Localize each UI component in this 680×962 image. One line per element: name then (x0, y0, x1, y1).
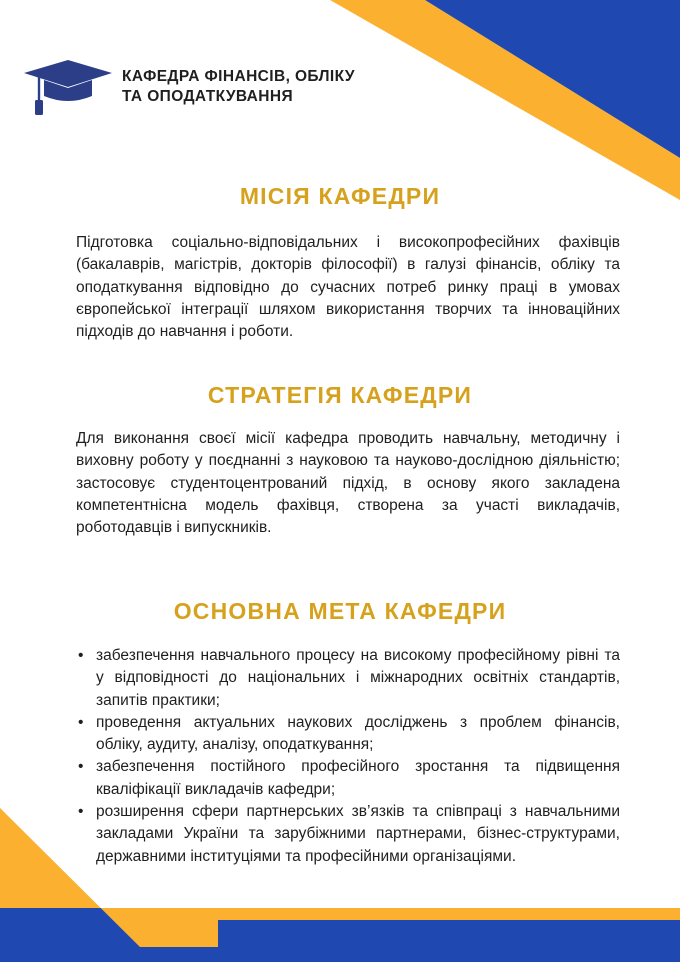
bullet-icon: • (78, 647, 84, 664)
goal-list (76, 645, 620, 868)
goal-list-item (76, 801, 620, 868)
mission-title: МІСІЯ КАФЕДРИ (239, 183, 441, 209)
department-name-line2: ТА ОПОДАТКУВАННЯ (122, 88, 294, 105)
goal-list-item (76, 645, 620, 712)
goal-list-item (76, 756, 620, 801)
department-header (22, 56, 422, 118)
mission-text: Підготовка соціально-відповідальних і високопрофесійних фахівців (бакалаврів, магістрів, докторів філософії) в галузі фінансів, обліку та оподаткування відповідно до сучасних потреб ринку праці в умовах європейської інтеграції шляхом використання творчих та інноваційних підходів до навчання і роботи. (76, 234, 620, 341)
bullet-icon: • (78, 713, 84, 731)
graduation-cap-icon (22, 56, 114, 118)
department-name-line1: КАФЕДРА ФІНАНСІВ, ОБЛІКУ (122, 68, 355, 85)
goal-item-text: забезпечення постійного професійного зростання та підвищення кваліфікації викладачів кафедри; (96, 758, 620, 798)
goal-item-text: забезпечення навчального процесу на високому професійному рівні та у відповідності до національних і міжнародних освітніх стандартів, запитів практики; (96, 647, 620, 709)
goal-title: ОСНОВНА МЕТА КАФЕДРИ (173, 598, 507, 624)
bullet-icon: • (78, 803, 84, 821)
bullet-icon: • (78, 758, 84, 776)
goal-item-text: проведення актуальних наукових досліджень з проблем фінансів, обліку, аудиту, аналізу, оподаткування; (96, 713, 620, 754)
department-name (122, 67, 422, 107)
strategy-title: СТРАТЕГІЯ КАФЕДРИ (207, 382, 473, 408)
strategy-text: Для виконання своєї місії кафедра проводить навчальну, методичну і виховну роботу у поєднанні з науковою та науково-дослідною діяльністю; застосовує студентоцентрований підхід, в основу якого закладена компетентнісна модель фахівця, створена за участі викладачів, роботодавців і випускників. (76, 430, 620, 537)
goal-item-text: розширення сфери партнерських зв’язків та співпраці з навчальними закладами України та зарубіжними партнерами, бізнес-структурами, державними інституціями та професійними організаціями. (96, 803, 620, 865)
goal-list-item (76, 712, 620, 757)
